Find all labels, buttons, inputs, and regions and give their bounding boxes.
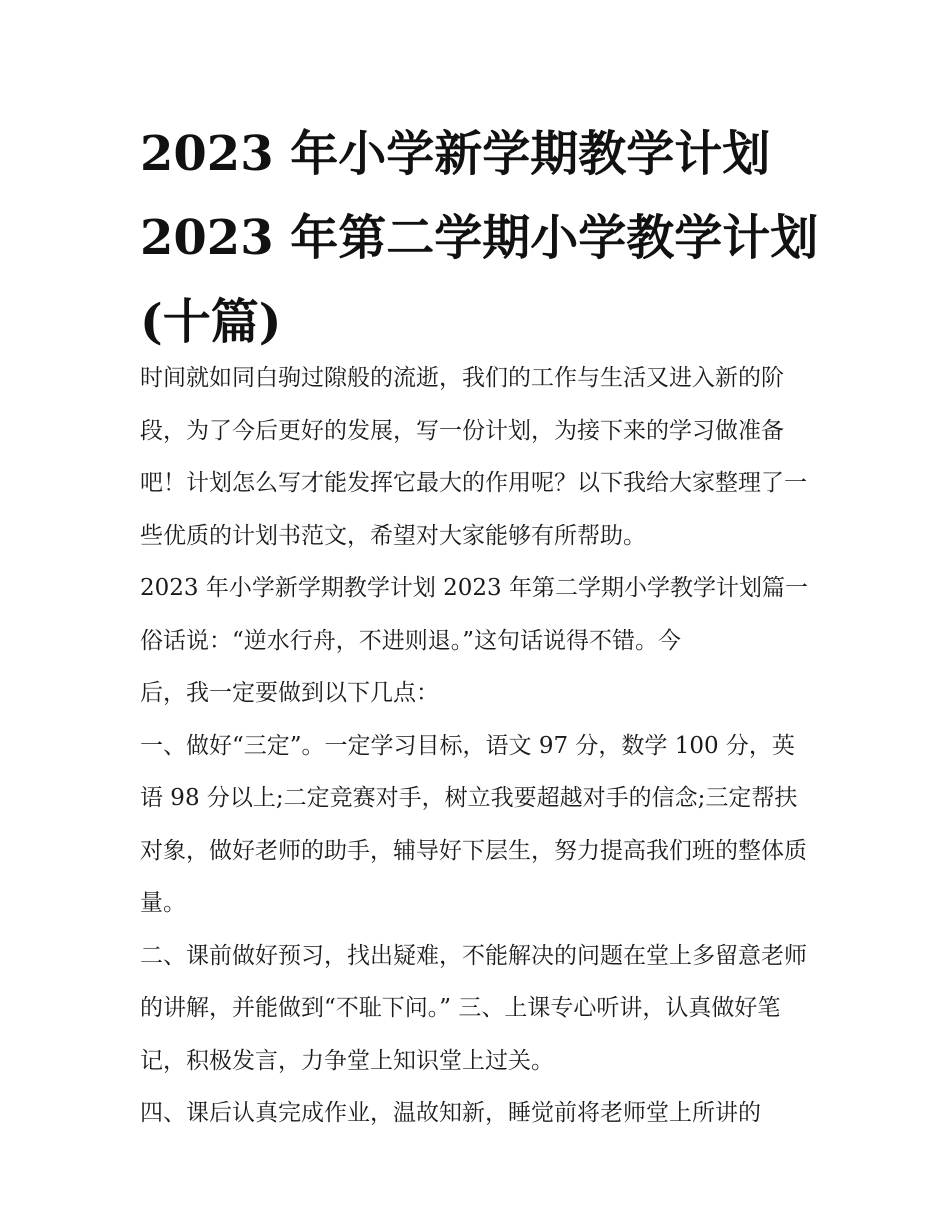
paragraph-heading-proverb: 2023 年小学新学期教学计划 2023 年第二学期小学教学计划篇一 俗话说：“逆水行舟，不进则退。”这句话说得不错。今 <box>140 575 808 654</box>
paragraph-point-four: 四、课后认真完成作业，温故知新，睡觉前将老师堂上所讲的 <box>140 1100 761 1126</box>
document-title <box>140 112 820 364</box>
paragraph-point-two-three: 二、课前做好预习，找出疑难，不能解决的问题在堂上多留意老师的讲解，并能做到“不耻下问。” 三、上课专心听讲，认真做好笔记，积极发言，力争堂上知识堂上过关。 <box>140 942 807 1074</box>
title-line-3: (十篇) <box>140 294 282 350</box>
document-body <box>140 352 812 1140</box>
paragraph-intro: 时间就如同白驹过隙般的流逝，我们的工作与生活又进入新的阶段，为了今后更好的发展，写一份计划，为接下来的学习做准备吧！计划怎么写才能发挥它最大的作用呢？以下我给大家整理了一些优质的计划书范文，希望对大家能够有所帮助。 <box>140 365 807 549</box>
title-line-2: 2023 年第二学期小学教学计划 <box>140 210 819 266</box>
title-line-1: 2023 年小学新学期教学计划 <box>140 126 771 182</box>
paragraph-points-intro: 后，我一定要做到以下几点： <box>140 680 439 706</box>
paragraph-point-one: 一、做好“三定”。一定学习目标，语文 97 分，数学 100 分，英语 98 分以上;二定竞赛对手，树立我要超越对手的信念;三定帮扶对象，做好老师的助手，辅导好下层生，努力提高我们班的整体质量。 <box>140 732 807 916</box>
